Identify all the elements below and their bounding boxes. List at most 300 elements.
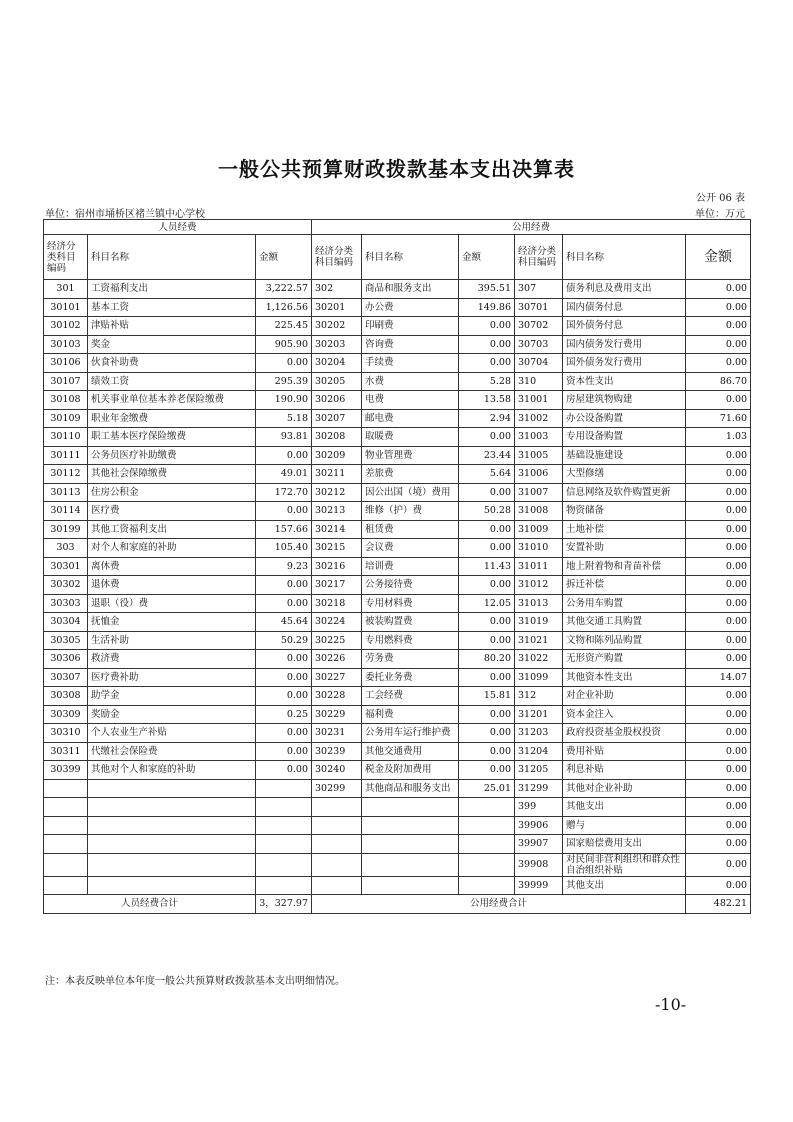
header-name: 科目名称 [362, 235, 459, 280]
cell-name [88, 798, 256, 817]
page-title: 一般公共预算财政拨款基本支出决算表 [218, 157, 575, 181]
cell-amount: 0.00 [256, 650, 312, 669]
cell-amount: 5.64 [459, 465, 515, 484]
cell-amount: 0.00 [459, 539, 515, 558]
cell-amount: 49.01 [256, 465, 312, 484]
cell-code: 30226 [312, 650, 362, 669]
cell-name: 被装购置费 [362, 613, 459, 632]
cell-code: 39907 [515, 835, 563, 854]
cell-name: 土地补偿 [563, 520, 686, 539]
reporting-unit: 单位：宿州市埇桥区褚兰镇中心学校 [45, 209, 205, 220]
cell-code: 31002 [515, 409, 563, 428]
cell-code [312, 835, 362, 854]
cell-code: 30114 [44, 502, 88, 521]
cell-name: 生活补助 [88, 631, 256, 650]
cell-amount [459, 798, 515, 817]
cell-name [88, 853, 256, 876]
cell-name: 对个人和家庭的补助 [88, 539, 256, 558]
table-row [44, 761, 751, 780]
cell-amount: 0.00 [686, 520, 751, 539]
header-name: 科目名称 [88, 235, 256, 280]
cell-amount: 0.00 [459, 613, 515, 632]
cell-name: 费用补贴 [563, 742, 686, 761]
cell-code: 30109 [44, 409, 88, 428]
cell-code: 399 [515, 798, 563, 817]
cell-code: 30103 [44, 335, 88, 354]
cell-code [312, 816, 362, 835]
cell-code: 30306 [44, 650, 88, 669]
cell-name: 对企业补助 [563, 687, 686, 706]
column-header-row [44, 235, 751, 280]
cell-name: 利息补贴 [563, 761, 686, 780]
cell-name: 其他工资福利支出 [88, 520, 256, 539]
cell-name: 代缴社会保险费 [88, 742, 256, 761]
cell-amount: 0.00 [686, 853, 751, 876]
cell-name: 印刷费 [362, 317, 459, 336]
cell-amount: 905.90 [256, 335, 312, 354]
cell-amount: 105.40 [256, 539, 312, 558]
cell-code: 30303 [44, 594, 88, 613]
cell-code [44, 853, 88, 876]
cell-code: 31001 [515, 391, 563, 410]
table-row [44, 668, 751, 687]
cell-amount: 25.01 [459, 779, 515, 798]
cell-amount [256, 876, 312, 895]
cell-amount: 0.00 [459, 520, 515, 539]
cell-amount: 0.00 [686, 391, 751, 410]
cell-amount: 0.00 [686, 613, 751, 632]
cell-name: 债务利息及费用支出 [563, 280, 686, 299]
cell-amount [459, 835, 515, 854]
cell-name: 其他交通工具购置 [563, 613, 686, 632]
cell-code: 31012 [515, 576, 563, 595]
cell-code: 30309 [44, 705, 88, 724]
cell-amount [459, 816, 515, 835]
cell-amount: 0.00 [459, 576, 515, 595]
cell-name: 基础设施建设 [563, 446, 686, 465]
cell-amount [256, 798, 312, 817]
cell-amount: 23.44 [459, 446, 515, 465]
cell-amount: 15.81 [459, 687, 515, 706]
cell-name: 地上附着物和青苗补偿 [563, 557, 686, 576]
cell-code: 30106 [44, 354, 88, 373]
cell-name: 差旅费 [362, 465, 459, 484]
group-public: 公用经费 [312, 220, 751, 235]
header-amount: 金额 [256, 235, 312, 280]
cell-code: 303 [44, 539, 88, 558]
cell-name [88, 835, 256, 854]
cell-code: 30205 [312, 372, 362, 391]
cell-code [44, 835, 88, 854]
cell-code [312, 853, 362, 876]
cell-name: 培训费 [362, 557, 459, 576]
cell-name: 公务员医疗补助缴费 [88, 446, 256, 465]
cell-code: 30203 [312, 335, 362, 354]
table-row [44, 428, 751, 447]
cell-code: 31013 [515, 594, 563, 613]
table-row [44, 557, 751, 576]
cell-name: 会议费 [362, 539, 459, 558]
cell-code: 31009 [515, 520, 563, 539]
cell-amount: 157.66 [256, 520, 312, 539]
cell-amount: 12.05 [459, 594, 515, 613]
cell-code: 30214 [312, 520, 362, 539]
cell-code: 30215 [312, 539, 362, 558]
cell-code [312, 798, 362, 817]
header-code: 经济分类科目编码 [312, 235, 362, 280]
cell-name: 其他支出 [563, 798, 686, 817]
cell-code [44, 816, 88, 835]
cell-name: 赠与 [563, 816, 686, 835]
cell-code: 39906 [515, 816, 563, 835]
cell-amount: 0.00 [686, 816, 751, 835]
cell-name: 水费 [362, 372, 459, 391]
cell-code: 30703 [515, 335, 563, 354]
cell-name: 维修（护）费 [362, 502, 459, 521]
cell-amount: 0.00 [686, 835, 751, 854]
cell-name: 其他对个人和家庭的补助 [88, 761, 256, 780]
cell-code: 30307 [44, 668, 88, 687]
cell-amount: 0.00 [459, 335, 515, 354]
cell-code: 312 [515, 687, 563, 706]
cell-code: 30311 [44, 742, 88, 761]
cell-name: 其他对企业补助 [563, 779, 686, 798]
cell-code [312, 876, 362, 895]
table-row [44, 539, 751, 558]
cell-name: 无形资产购置 [563, 650, 686, 669]
cell-code: 30102 [44, 317, 88, 336]
table-row [44, 317, 751, 336]
cell-name: 资本金注入 [563, 705, 686, 724]
cell-amount: 0.00 [686, 557, 751, 576]
table-row [44, 613, 751, 632]
cell-amount [256, 779, 312, 798]
cell-code: 31008 [515, 502, 563, 521]
cell-code: 310 [515, 372, 563, 391]
cell-code: 30212 [312, 483, 362, 502]
cell-code: 31022 [515, 650, 563, 669]
cell-code: 302 [312, 280, 362, 299]
cell-code: 30299 [312, 779, 362, 798]
cell-code: 30231 [312, 724, 362, 743]
cell-name: 信息网络及软件购置更新 [563, 483, 686, 502]
cell-code: 31010 [515, 539, 563, 558]
cell-name [362, 816, 459, 835]
cell-amount: 0.00 [686, 594, 751, 613]
cell-amount: 0.00 [686, 798, 751, 817]
cell-name: 公务用车运行维护费 [362, 724, 459, 743]
cell-code: 31021 [515, 631, 563, 650]
cell-amount: 0.00 [686, 779, 751, 798]
cell-name: 奖金 [88, 335, 256, 354]
table-row [44, 502, 751, 521]
cell-amount: 0.25 [256, 705, 312, 724]
cell-name [362, 835, 459, 854]
cell-amount: 2.94 [459, 409, 515, 428]
cell-name: 文物和陈列品购置 [563, 631, 686, 650]
cell-amount: 5.18 [256, 409, 312, 428]
cell-amount: 0.00 [686, 280, 751, 299]
cell-code: 30199 [44, 520, 88, 539]
cell-amount [256, 853, 312, 876]
cell-amount: 80.20 [459, 650, 515, 669]
cell-name [88, 876, 256, 895]
cell-amount: 0.00 [686, 317, 751, 336]
header-amount: 金额 [459, 235, 515, 280]
cell-amount: 71.60 [686, 409, 751, 428]
cell-amount: 0.00 [686, 483, 751, 502]
cell-name [88, 779, 256, 798]
cell-code: 30301 [44, 557, 88, 576]
group-header-row [44, 220, 751, 235]
cell-code: 30112 [44, 465, 88, 484]
cell-code: 31203 [515, 724, 563, 743]
cell-amount: 0.00 [686, 502, 751, 521]
cell-amount: 0.00 [256, 761, 312, 780]
cell-name: 办公设备购置 [563, 409, 686, 428]
table-row [44, 687, 751, 706]
cell-code: 30399 [44, 761, 88, 780]
cell-name: 大型修缮 [563, 465, 686, 484]
table-row [44, 876, 751, 895]
cell-code: 31019 [515, 613, 563, 632]
cell-amount: 0.00 [256, 446, 312, 465]
cell-code: 307 [515, 280, 563, 299]
table-row [44, 354, 751, 373]
cell-name [362, 798, 459, 817]
cell-amount: 50.29 [256, 631, 312, 650]
cell-name: 咨询费 [362, 335, 459, 354]
cell-amount: 0.00 [256, 354, 312, 373]
header-code: 经济分类科目编码 [515, 235, 563, 280]
cell-name: 助学金 [88, 687, 256, 706]
table-row [44, 372, 751, 391]
cell-amount [256, 816, 312, 835]
cell-amount: 1,126.56 [256, 298, 312, 317]
cell-name: 救济费 [88, 650, 256, 669]
cell-amount: 1.03 [686, 428, 751, 447]
cell-code: 301 [44, 280, 88, 299]
cell-code: 31205 [515, 761, 563, 780]
cell-amount [459, 876, 515, 895]
cell-code: 30110 [44, 428, 88, 447]
cell-code [44, 876, 88, 895]
public-total-label: 公用经费合计 [312, 895, 686, 914]
cell-amount: 0.00 [256, 668, 312, 687]
cell-amount: 0.00 [459, 761, 515, 780]
cell-amount: 0.00 [686, 539, 751, 558]
cell-code: 30216 [312, 557, 362, 576]
cell-code: 30227 [312, 668, 362, 687]
table-row [44, 280, 751, 299]
cell-code [44, 779, 88, 798]
table-row [44, 446, 751, 465]
cell-name: 基本工资 [88, 298, 256, 317]
cell-name: 取暖费 [362, 428, 459, 447]
personnel-total-value: 3，327.97 [256, 895, 312, 914]
cell-name: 公务用车购置 [563, 594, 686, 613]
header-code: 经济分类科目编码 [44, 235, 88, 280]
cell-name: 专用燃料费 [362, 631, 459, 650]
cell-name: 因公出国（境）费用 [362, 483, 459, 502]
table-row [44, 631, 751, 650]
table-row [44, 298, 751, 317]
form-number: 公开 06 表 [695, 193, 745, 204]
cell-amount: 0.00 [459, 428, 515, 447]
cell-code: 31201 [515, 705, 563, 724]
table-row [44, 391, 751, 410]
cell-name: 其他交通费用 [362, 742, 459, 761]
cell-name: 国外债务发行费用 [563, 354, 686, 373]
cell-code: 30704 [515, 354, 563, 373]
table-row [44, 409, 751, 428]
cell-name: 电费 [362, 391, 459, 410]
cell-amount: 0.00 [459, 483, 515, 502]
cell-amount: 225.45 [256, 317, 312, 336]
cell-code: 30701 [515, 298, 563, 317]
cell-code: 30308 [44, 687, 88, 706]
cell-amount: 0.00 [459, 317, 515, 336]
cell-amount [459, 853, 515, 876]
cell-name: 物资储备 [563, 502, 686, 521]
public-total-value: 482.21 [686, 895, 751, 914]
cell-name: 国外债务付息 [563, 317, 686, 336]
cell-name: 专用材料费 [362, 594, 459, 613]
cell-code: 31099 [515, 668, 563, 687]
cell-name: 福利费 [362, 705, 459, 724]
cell-amount: 0.00 [686, 705, 751, 724]
table-row [44, 816, 751, 835]
cell-amount: 395.51 [459, 280, 515, 299]
cell-amount: 0.00 [256, 724, 312, 743]
cell-name: 物业管理费 [362, 446, 459, 465]
cell-code: 30208 [312, 428, 362, 447]
cell-name: 抚恤金 [88, 613, 256, 632]
cell-amount: 9.23 [256, 557, 312, 576]
cell-code: 31005 [515, 446, 563, 465]
cell-name: 其他支出 [563, 876, 686, 895]
table-row [44, 724, 751, 743]
cell-amount: 0.00 [686, 631, 751, 650]
cell-amount: 5.28 [459, 372, 515, 391]
cell-amount: 0.00 [459, 724, 515, 743]
cell-name: 职工基本医疗保险缴费 [88, 428, 256, 447]
table-row [44, 483, 751, 502]
cell-amount: 0.00 [686, 465, 751, 484]
cell-code: 30218 [312, 594, 362, 613]
cell-name: 工资福利支出 [88, 280, 256, 299]
cell-amount: 50.28 [459, 502, 515, 521]
table-row [44, 520, 751, 539]
cell-name: 个人农业生产补贴 [88, 724, 256, 743]
cell-name: 委托业务费 [362, 668, 459, 687]
cell-code: 30201 [312, 298, 362, 317]
header-amount: 金额 [686, 235, 751, 280]
cell-code: 30207 [312, 409, 362, 428]
cell-amount: 86.70 [686, 372, 751, 391]
cell-code: 31299 [515, 779, 563, 798]
cell-amount: 13.58 [459, 391, 515, 410]
cell-amount: 0.00 [686, 298, 751, 317]
cell-amount: 0.00 [459, 668, 515, 687]
cell-amount: 0.00 [256, 687, 312, 706]
cell-name: 税金及附加费用 [362, 761, 459, 780]
cell-code: 30240 [312, 761, 362, 780]
cell-name: 劳务费 [362, 650, 459, 669]
cell-amount: 93.81 [256, 428, 312, 447]
cell-name: 工会经费 [362, 687, 459, 706]
cell-code: 39908 [515, 853, 563, 876]
table-row [44, 576, 751, 595]
cell-name: 拆迁补偿 [563, 576, 686, 595]
cell-name: 奖励金 [88, 705, 256, 724]
cell-name: 医疗费 [88, 502, 256, 521]
page-number: -10- [655, 995, 687, 1014]
cell-name: 资本性支出 [563, 372, 686, 391]
personnel-total-label: 人员经费合计 [44, 895, 256, 914]
cell-amount: 0.00 [686, 354, 751, 373]
cell-name: 伙食补助费 [88, 354, 256, 373]
cell-code: 30101 [44, 298, 88, 317]
cell-code: 31011 [515, 557, 563, 576]
cell-code: 30211 [312, 465, 362, 484]
cell-code: 30228 [312, 687, 362, 706]
cell-amount: 190.90 [256, 391, 312, 410]
table-row [44, 705, 751, 724]
cell-amount: 0.00 [686, 761, 751, 780]
cell-amount: 0.00 [459, 631, 515, 650]
cell-name: 邮电费 [362, 409, 459, 428]
table-row [44, 853, 751, 876]
cell-code: 30229 [312, 705, 362, 724]
cell-name: 公务接待费 [362, 576, 459, 595]
header-name: 科目名称 [563, 235, 686, 280]
cell-name: 其他社会保障缴费 [88, 465, 256, 484]
cell-code: 30310 [44, 724, 88, 743]
cell-code: 31006 [515, 465, 563, 484]
cell-name: 其他资本性支出 [563, 668, 686, 687]
cell-code: 30202 [312, 317, 362, 336]
cell-name: 租赁费 [362, 520, 459, 539]
table-row [44, 594, 751, 613]
totals-row [44, 895, 751, 914]
cell-name: 安置补助 [563, 539, 686, 558]
table-row [44, 650, 751, 669]
cell-name [88, 816, 256, 835]
cell-code: 30108 [44, 391, 88, 410]
cell-amount: 3,222.57 [256, 280, 312, 299]
cell-amount: 45.64 [256, 613, 312, 632]
cell-code: 30204 [312, 354, 362, 373]
cell-amount: 14.07 [686, 668, 751, 687]
cell-code: 30224 [312, 613, 362, 632]
expenditure-table [43, 219, 751, 914]
cell-amount: 0.00 [686, 335, 751, 354]
footnote: 注：本表反映单位本年度一般公共预算财政拨款基本支出明细情况。 [45, 976, 345, 987]
cell-code: 30225 [312, 631, 362, 650]
cell-code: 31003 [515, 428, 563, 447]
cell-amount: 0.00 [686, 650, 751, 669]
cell-code: 30111 [44, 446, 88, 465]
cell-amount: 0.00 [686, 687, 751, 706]
cell-code: 30113 [44, 483, 88, 502]
cell-amount: 0.00 [256, 576, 312, 595]
cell-name: 津贴补贴 [88, 317, 256, 336]
cell-name: 职业年金缴费 [88, 409, 256, 428]
cell-amount: 172.70 [256, 483, 312, 502]
cell-code: 30304 [44, 613, 88, 632]
cell-amount: 0.00 [256, 742, 312, 761]
